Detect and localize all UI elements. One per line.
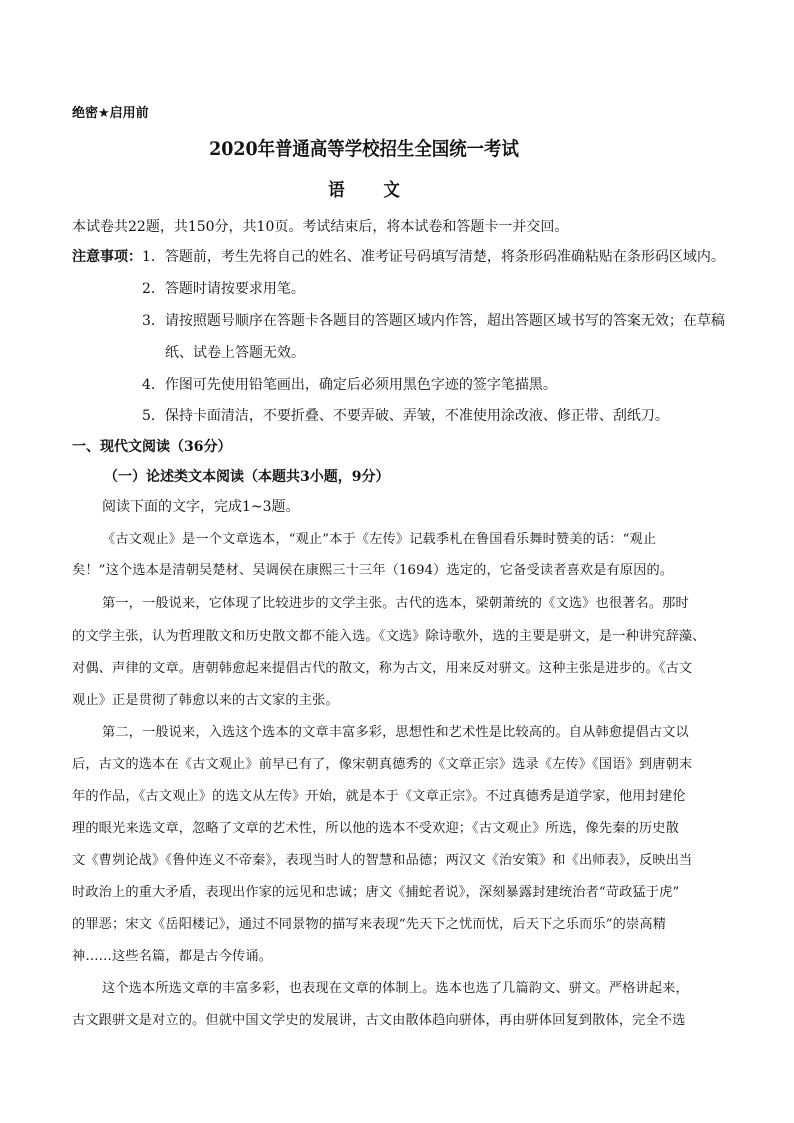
note-item: 1．答题前，考生先将自己的姓名、准考证号码填写清楚，将条形码准确粘贴在条形码区域内。 — [142, 249, 725, 265]
passage-line: 神……这些名篇，都是古今传诵。 — [72, 949, 273, 964]
note-item: 5．保持卡面清洁，不要折叠、不要弄破、弄皱，不准使用涂改液、修正带、刮纸刀。 — [142, 408, 669, 424]
intro-text: 本试卷共22题，共150分，共10页。考试结束后，将本试卷和答题卡一并交回。 — [72, 219, 569, 235]
passage-line: 古文跟骈文是对立的。但就中国文学史的发展讲，古文由散体趋向骈体，再由骈体回复到散体，完全不选 — [72, 1013, 686, 1028]
passage-line: 的罪恶；宋文《岳阳楼记》，通过不同景物的描写来表现“先天下之忧而忧，后天下之乐而乐”的崇高精 — [72, 917, 667, 932]
passage-line: 后，古文的选本在《古文观止》前早已有了，像宋朝真德秀的《文章正宗》选录《左传》《国语》到唐朝末 — [72, 757, 693, 772]
passage-line: 对偶、声律的文章。唐朝韩愈起来提倡古代的散文，称为古文，用来反对骈文。这种主张是进步的。《古文 — [72, 661, 693, 676]
passage-line: 这个选本所选文章的丰富多彩，也表现在文章的体制上。选本也选了几篇韵文、骈文。严格讲起来， — [102, 981, 689, 996]
passage-line: 矣！”这个选本是清朝吴楚材、吴调侯在康熙三十三年（1694）选定的，它备受读者喜欢是有原因的。 — [72, 563, 674, 578]
note-item: 3．请按照题号顺序在答题卡各题目的答题区域内作答，超出答题区域书写的答案无效；在草稿 — [142, 313, 725, 329]
notes-heading: 注意事项： — [72, 249, 142, 265]
passage-line: 时政治上的重大矛盾，表现出作家的远见和忠诚；唐文《捕蛇者说》，深刻暴露封建统治者“苛政猛于虎” — [72, 885, 680, 900]
notes-block — [72, 246, 725, 266]
passage-line: 第二，一般说来，入选这个选本的文章丰富多彩，思想性和艺术性是比较高的。自从韩愈提倡古文以 — [102, 725, 689, 740]
subject-title: 语 文 — [328, 180, 417, 201]
exam-title: 2020年普通高等学校招生全国统一考试 — [209, 138, 519, 160]
passage-line: 《古文观止》是一个文章选本，“观止”本于《左传》记载季札在鲁国看乐舞时赞美的话：“观止 — [102, 532, 657, 547]
note-item: 纸、试卷上答题无效。 — [165, 345, 305, 361]
secret-label: 绝密★启用前 — [72, 106, 149, 121]
subsection-heading: （一）论述类文本阅读（本题共3小题，9分） — [104, 469, 390, 485]
passage-line: 理的眼光来选文章，忽略了文章的艺术性，所以他的选本不受欢迎；《古文观止》所选，像先秦的历史散 — [72, 821, 679, 836]
passage-line: 年的作品，《古文观止》的选文从左传》开始，就是本于《文章正宗》。不过真德秀是道学家，他用封建伦 — [72, 789, 686, 804]
reading-instruction: 阅读下面的文字，完成1~3题。 — [102, 499, 300, 515]
passage-line: 观止》正是贯彻了韩愈以来的古文家的主张。 — [72, 693, 339, 708]
passage-line: 文《曹刿论战》《鲁仲连义不帝秦》，表现当时人的智慧和品德；两汉文《治安策》和《出师表》，反映出当 — [72, 853, 693, 868]
passage-line: 的文学主张，认为哲理散文和历史散文都不能入选。《文选》除诗歌外，选的主要是骈文，是一种讲究辞藻、 — [72, 629, 706, 644]
passage-line: 第一，一般说来，它体现了比较进步的文学主张。古代的选本，梁朝萧统的《文选》也很著名。那时 — [102, 596, 689, 611]
section-heading: 一、现代文阅读（36分） — [72, 439, 232, 455]
note-item: 4．作图可先使用铅笔画出，确定后必须用黑色字迹的签字笔描黑。 — [142, 377, 557, 393]
note-item: 2．答题时请按要求用笔。 — [142, 281, 305, 297]
